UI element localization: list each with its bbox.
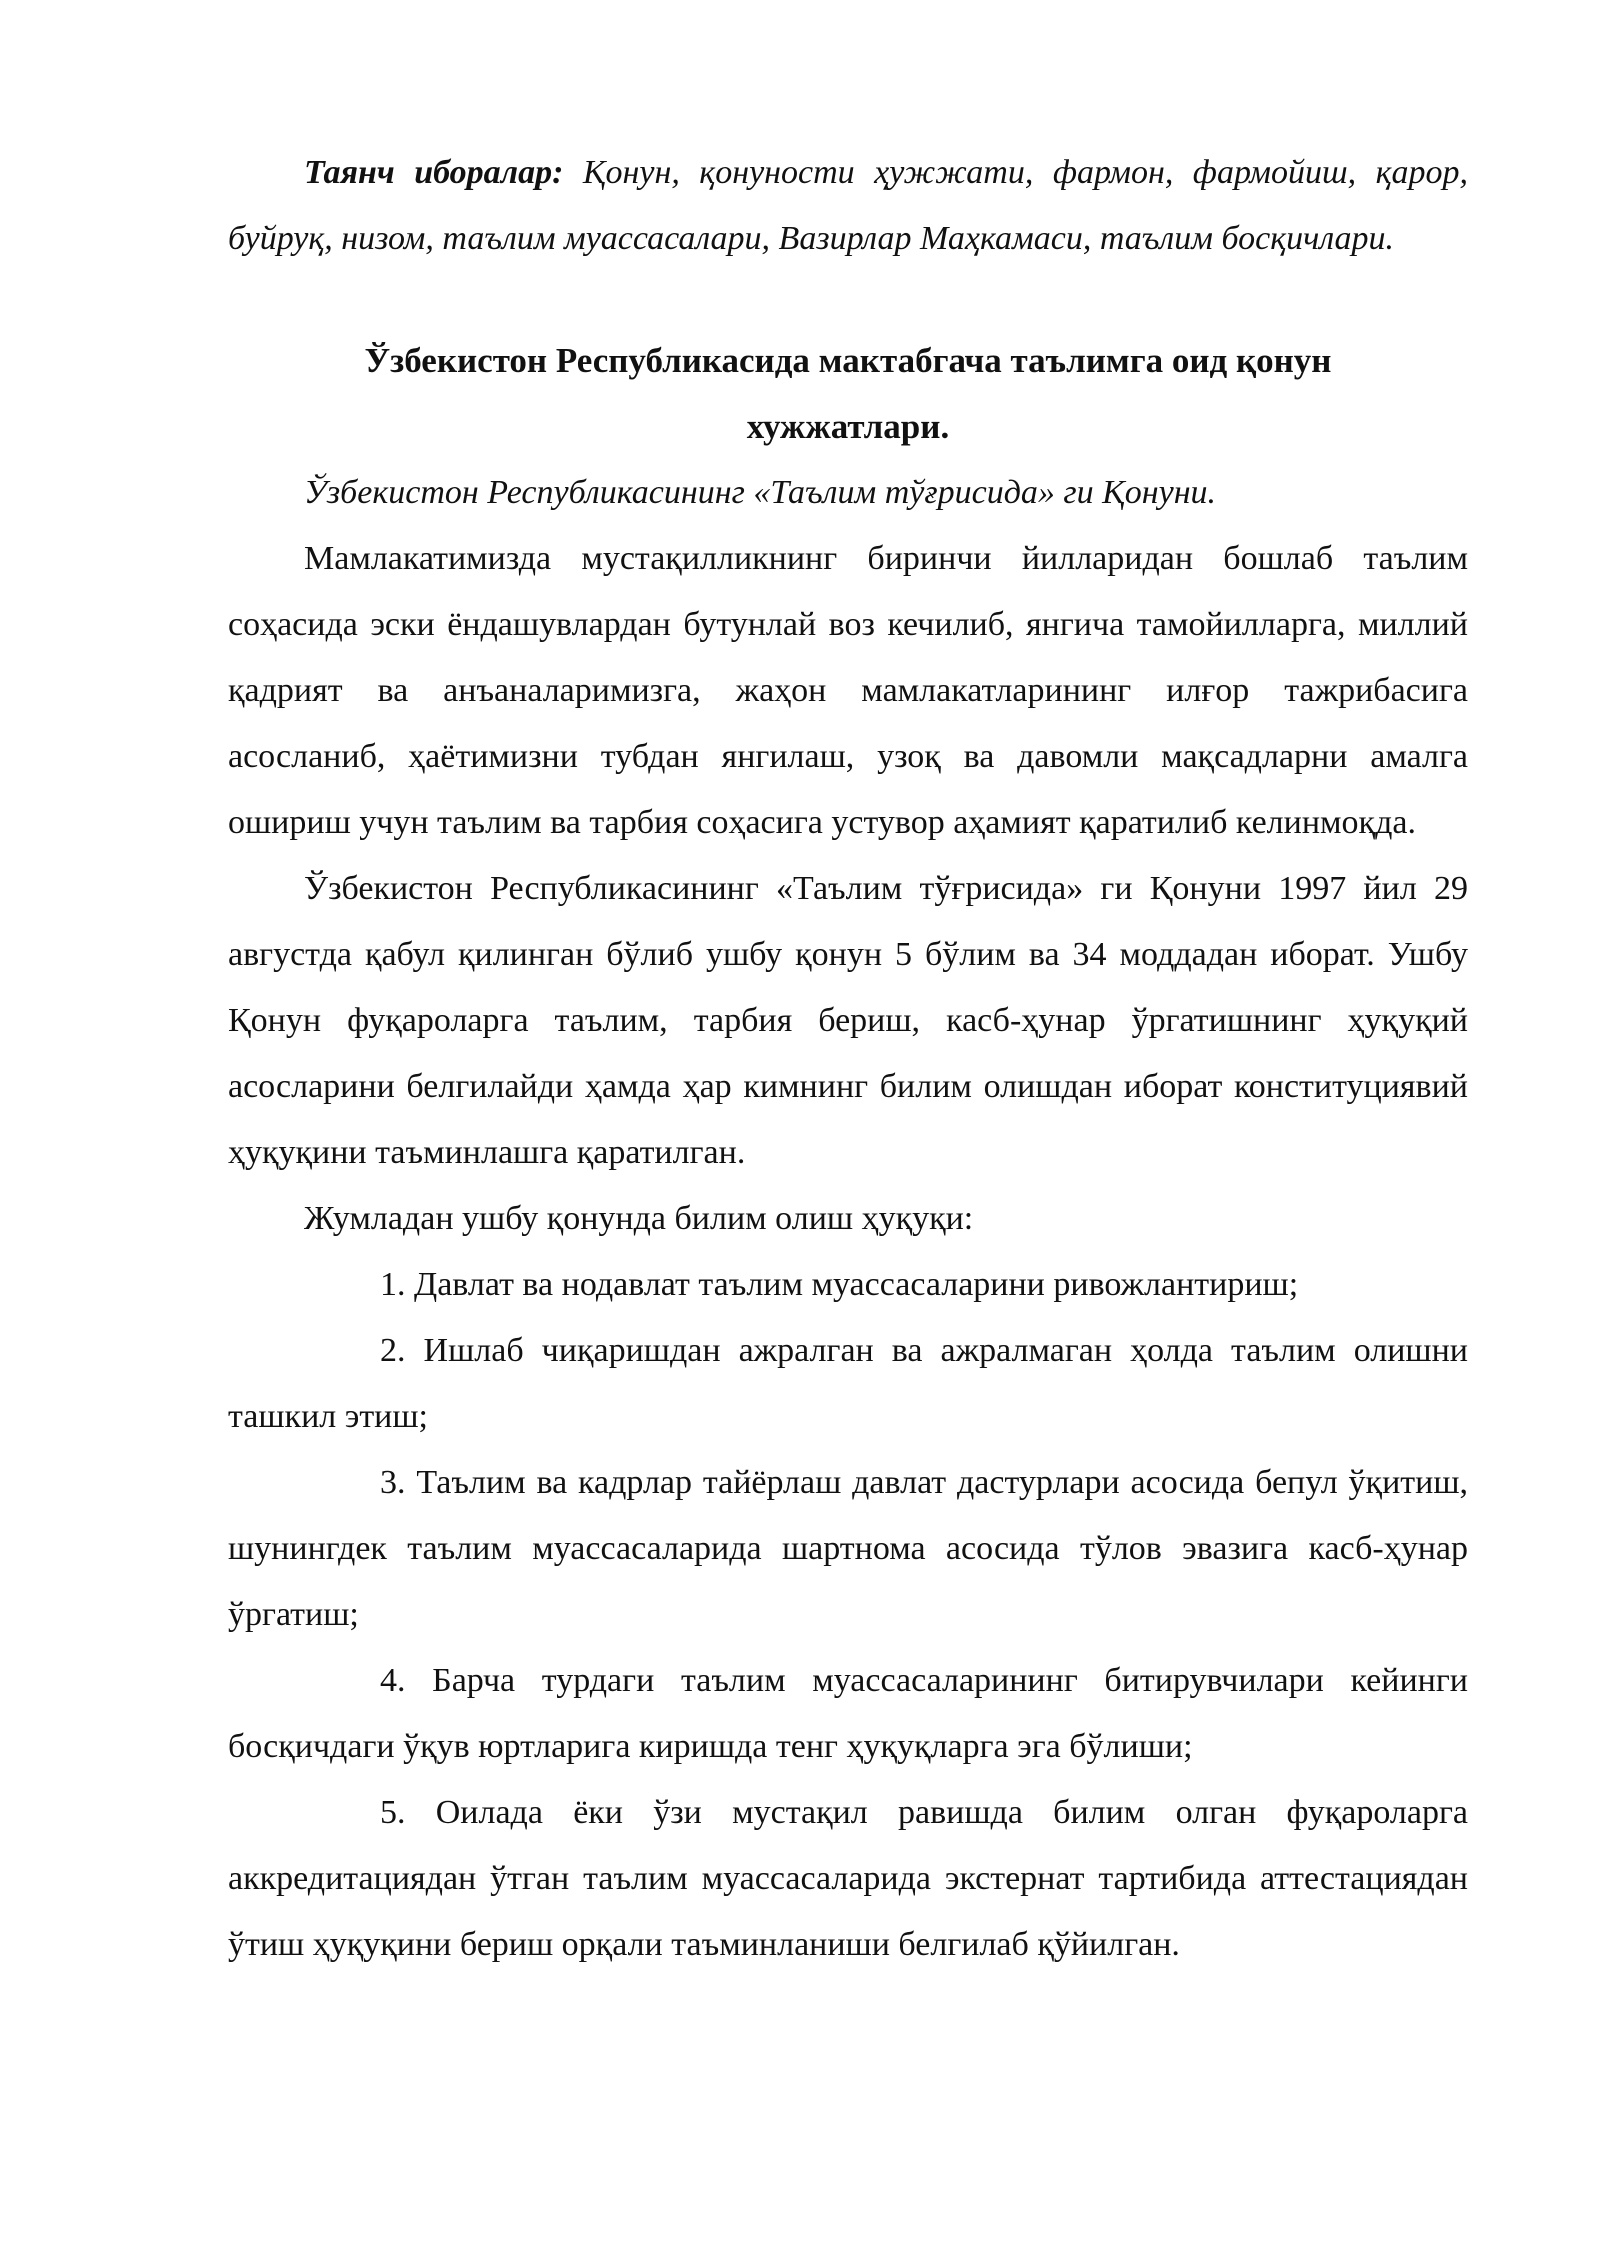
list-item-2 [228, 1318, 1468, 1450]
body-paragraph-2: Ўзбекистон Республикасининг «Таълим тўғрисида» ги Қонуни 1997 йил 29 августда қабул қилинган бўлиб ушбу қонун 5 бўлим ва 34 моддадан иборат. Ушбу Қонун фуқароларга таълим, тарбия бериш, касб-ҳунар ўргатишнинг ҳуқуқий асосларини белгилайди ҳамда ҳар кимнинг билим олишдан иборат конституциявий ҳуқуқини таъминлашга қаратилган. [228, 870, 1468, 1171]
list-item-3 [228, 1450, 1468, 1648]
list-item-number: 4. [380, 1662, 406, 1699]
document-page [228, 140, 1468, 1978]
section-title: Ўзбекистон Республикасида мактабгача таълимга оид қонун хужжатлари. [364, 341, 1332, 446]
list-item-text: Барча турдаги таълим муассасаларининг битирувчилари кейинги босқичдаги ўқув юртларига киришда тенг ҳуқуқларга эга бўлиши; [228, 1662, 1468, 1765]
keywords-text: Қонун, қонуности ҳужжати, фармон, фармойиш, қарор, буйруқ, низом, таълим муассасалари, Вазирлар Маҳкамаси, таълим босқичлари. [228, 154, 1468, 257]
list-item-number: 5. [380, 1794, 406, 1831]
list-item-text: Таълим ва кадрлар тайёрлаш давлат дастурлари асосида бепул ўқитиш, шунингдек таълим муассасаларида шартнома асосида тўлов эвазига касб-ҳунар ўргатиш; [228, 1464, 1468, 1633]
keywords-paragraph [228, 140, 1468, 272]
body-paragraph-3: Жумладан ушбу қонунда билим олиш ҳуқуқи: [304, 1200, 974, 1237]
list-item-4 [228, 1648, 1468, 1780]
list-item-1 [228, 1252, 1468, 1318]
keywords-label: Таянч иборалар: [304, 154, 564, 191]
list-item-5 [228, 1780, 1468, 1978]
section-subtitle: Ўзбекистон Республикасининг «Таълим тўғрисида» ги Қонуни. [304, 474, 1217, 511]
list-item-number: 1. [380, 1266, 406, 1303]
list-item-text: Ишлаб чиқаришдан ажралган ва ажралмаган ҳолда таълим олишни ташкил этиш; [228, 1332, 1469, 1435]
list-item-number: 2. [380, 1332, 406, 1369]
body-paragraph-1: Мамлакатимизда мустақилликнинг биринчи йилларидан бошлаб таълим соҳасида эски ёндашувлардан бутунлай воз кечилиб, янгича тамойилларга, миллий қадрият ва анъаналаримизга, жаҳон мамлакатларининг илғор тажрибасига асосланиб, ҳаётимизни тубдан янгилаш, узоқ ва давомли мақсадларни амалга ошириш учун таълим ва тарбия соҳасига устувор аҳамият қаратилиб келинмоқда. [228, 540, 1468, 841]
list-item-number: 3. [380, 1464, 406, 1501]
list-item-text: Давлат ва нодавлат таълим муассасаларини ривожлантириш; [414, 1266, 1299, 1303]
list-item-text: Оилада ёки ўзи мустақил равишда билим олган фуқароларга аккредитациядан ўтган таълим муассасаларида экстернат тартибида аттестациядан ўтиш ҳуқуқини бериш орқали таъминланиши белгилаб қўйилган. [228, 1794, 1468, 1963]
